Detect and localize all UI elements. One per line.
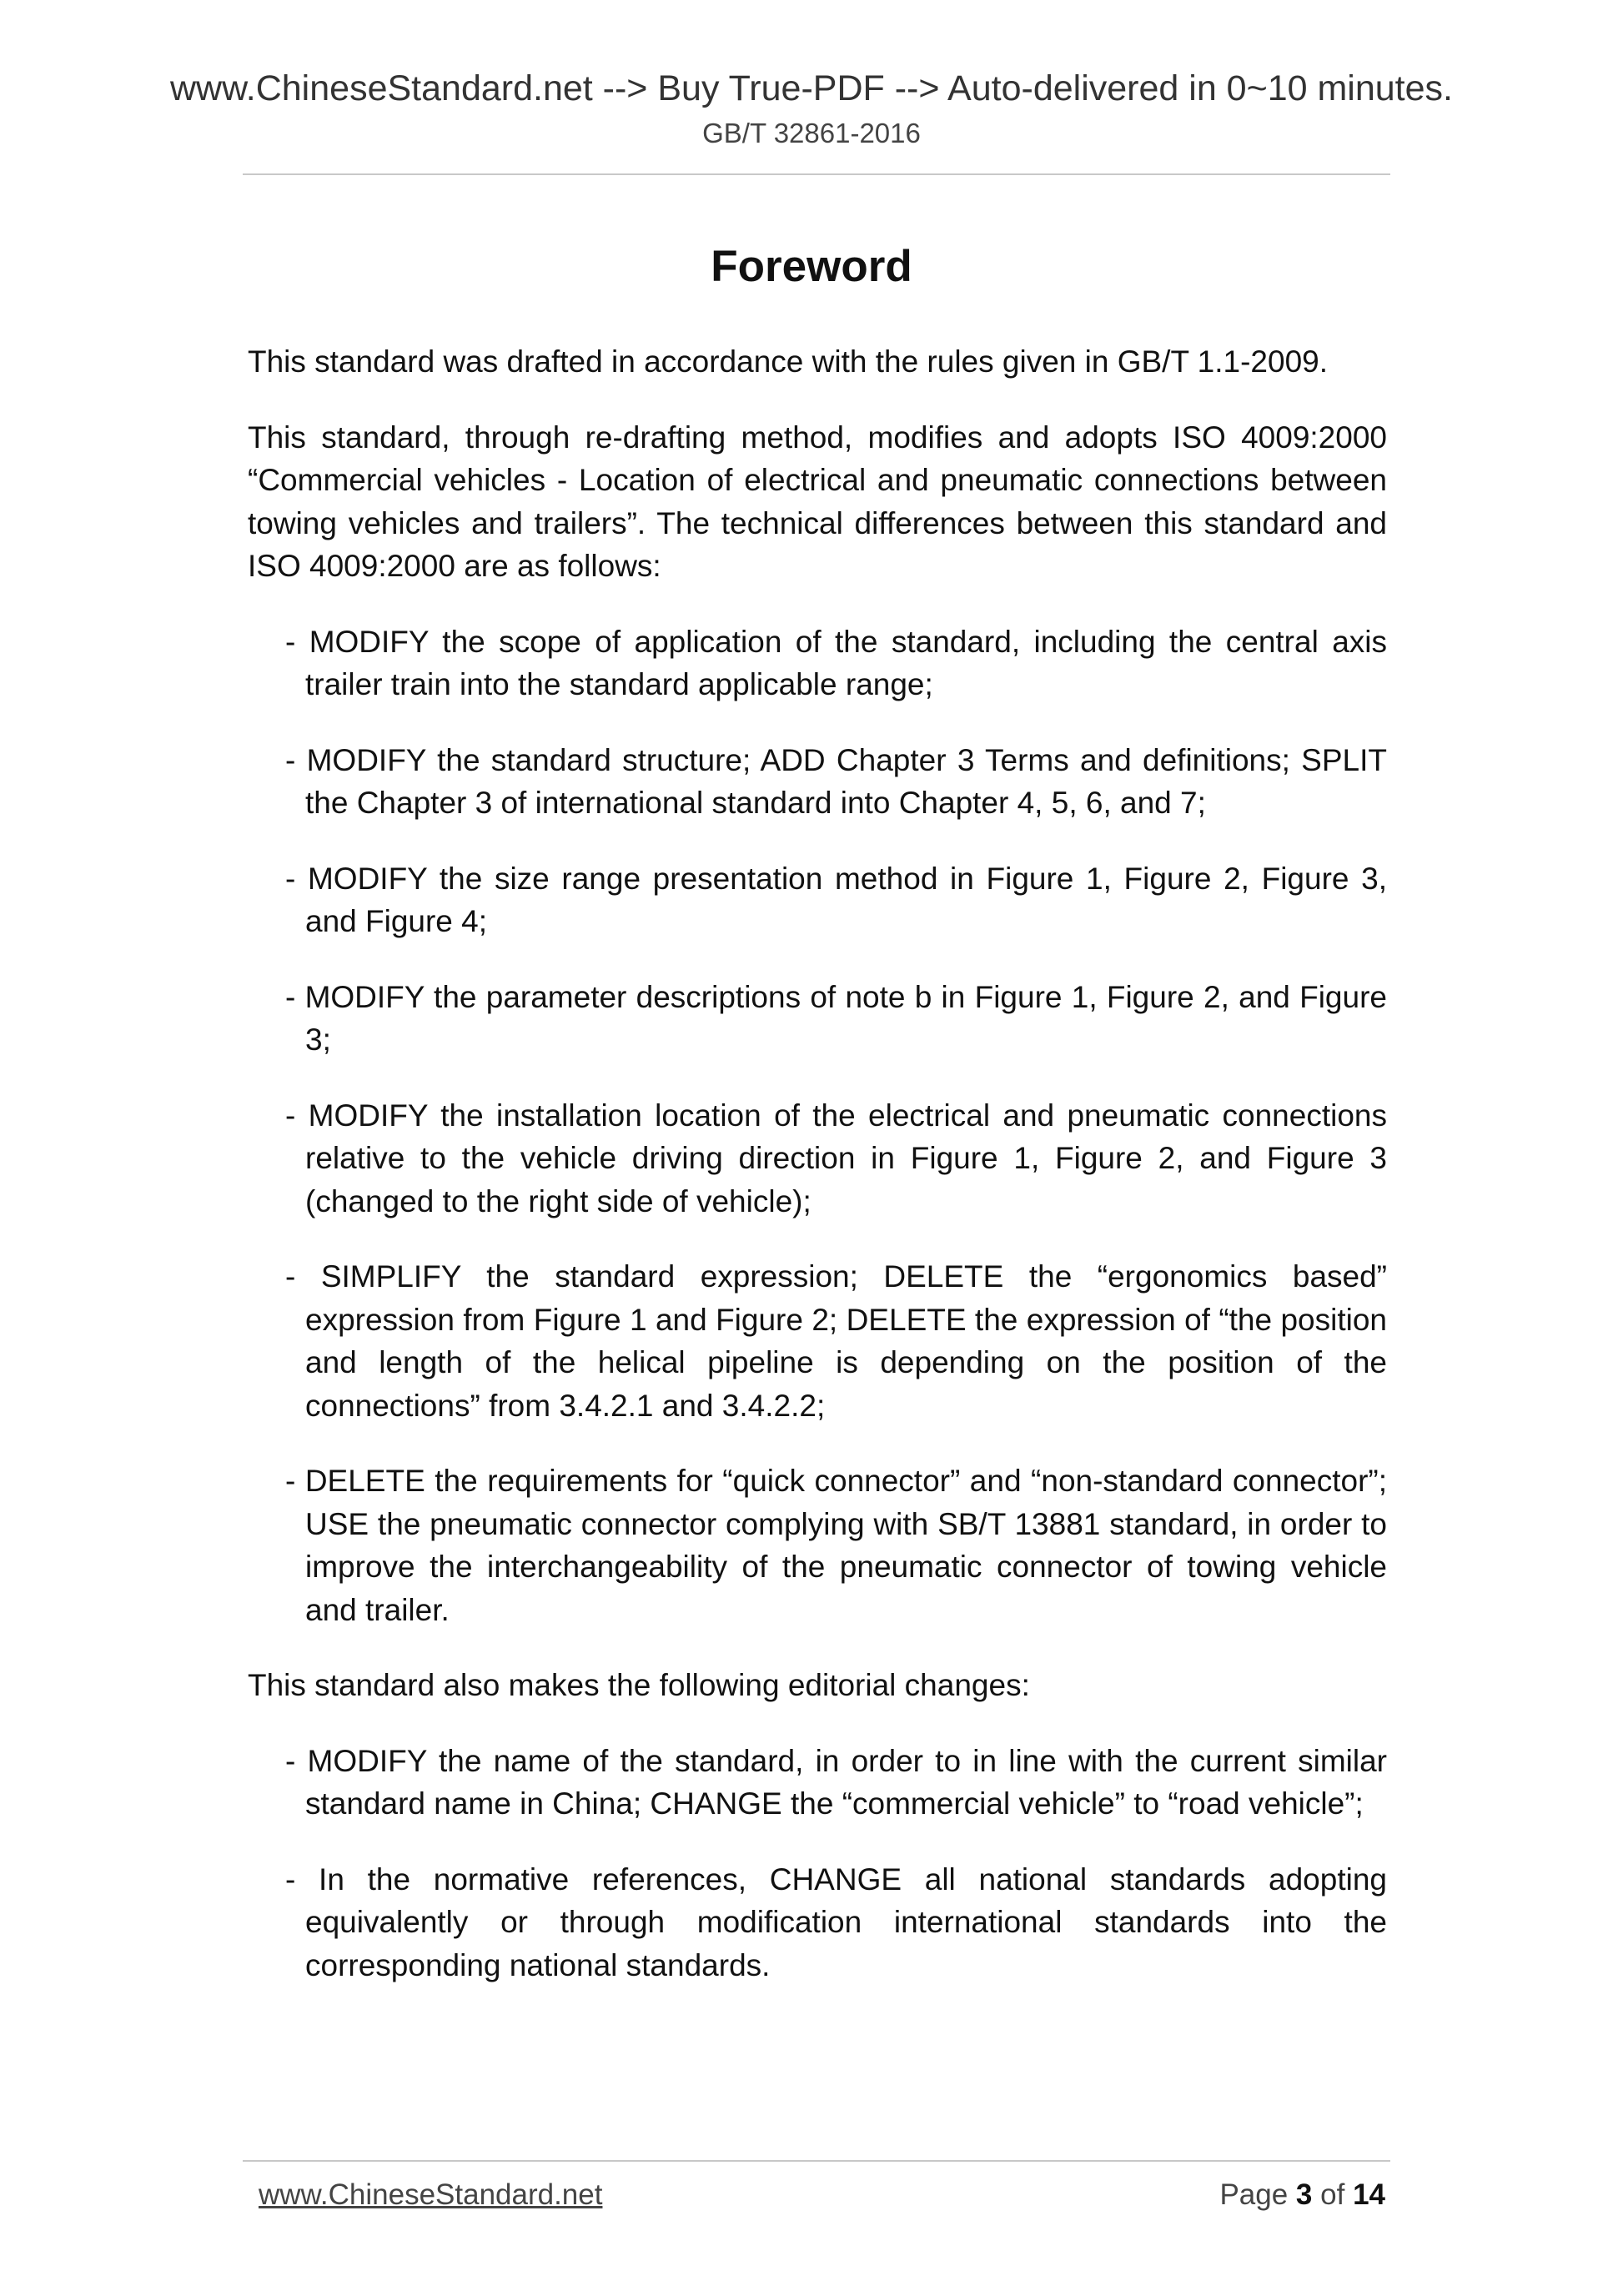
page-label: Page bbox=[1219, 2178, 1289, 2211]
list-item: - MODIFY the scope of application of the standard, including the central axis trailer train into the standard applicable range; bbox=[285, 624, 1387, 701]
list-item: - SIMPLIFY the standard expression; DELETE the “ergonomics based” expression from Figure 1 and Figure 2; DELETE the expression of “the position and length of the helical pipeline is depending on the position of the connections” from 3.4.2.1 and 3.4.2.2; bbox=[285, 1259, 1387, 1423]
list-item: - In the normative references, CHANGE all national standards adopting equivalently or through modification international standards into the corresponding national standards. bbox=[285, 1861, 1387, 1982]
header-divider bbox=[243, 173, 1390, 175]
list-item: - MODIFY the installation location of the electrical and pneumatic connections relative to the vehicle driving direction in Figure 1, Figure 2, and Figure 3 (changed to the right side of vehicle); bbox=[285, 1098, 1387, 1218]
footer-divider bbox=[243, 2160, 1390, 2162]
page-title: Foreword bbox=[711, 242, 912, 291]
page-of: of bbox=[1320, 2178, 1345, 2211]
page-current: 3 bbox=[1295, 2178, 1313, 2211]
paragraph-adoption: This standard, through re-drafting method, modifies and adopts ISO 4009:2000 “Commercial vehicles - Location of electrical and pneumatic connections between towing vehicles and trailers”. The technical differences between this standard and ISO 4009:2000 are as follows: bbox=[248, 420, 1387, 583]
list-item: - MODIFY the parameter descriptions of note b in Figure 1, Figure 2, and Figure 3; bbox=[285, 979, 1387, 1057]
list-item: - MODIFY the size range presentation method in Figure 1, Figure 2, Figure 3, and Figure 4; bbox=[285, 861, 1387, 938]
foreword-body bbox=[248, 340, 1387, 2019]
page-total: 14 bbox=[1353, 2178, 1385, 2211]
list-item: - DELETE the requirements for “quick connector” and “non-standard connector”; USE the pneumatic connector complying with SB/T 13881 standard, in order to improve the interchangeability of the pneumatic connector of towing vehicle and trailer. bbox=[285, 1464, 1387, 1627]
paragraph-editorial-changes: This standard also makes the following editorial changes: bbox=[248, 1668, 1030, 1702]
technical-differences-list bbox=[248, 620, 1387, 1632]
document-id: GB/T 32861-2016 bbox=[702, 118, 921, 148]
editorial-changes-list bbox=[248, 1740, 1387, 1987]
list-item: - MODIFY the standard structure; ADD Chapter 3 Terms and definitions; SPLIT the Chapter 3 of international standard into Chapter 4, 5, 6, and 7; bbox=[285, 742, 1387, 820]
footer-site-link[interactable]: www.ChineseStandard.net bbox=[259, 2178, 603, 2211]
header-banner: www.ChineseStandard.net --> Buy True-PDF --> Auto-delivered in 0~10 minutes. bbox=[169, 68, 1453, 108]
page-number bbox=[1219, 2177, 1385, 2213]
list-item: - MODIFY the name of the standard, in order to in line with the current similar standard name in China; CHANGE the “commercial vehicle” to “road vehicle”; bbox=[285, 1743, 1387, 1821]
paragraph-drafting-rules: This standard was drafted in accordance with the rules given in GB/T 1.1-2009. bbox=[248, 344, 1329, 379]
